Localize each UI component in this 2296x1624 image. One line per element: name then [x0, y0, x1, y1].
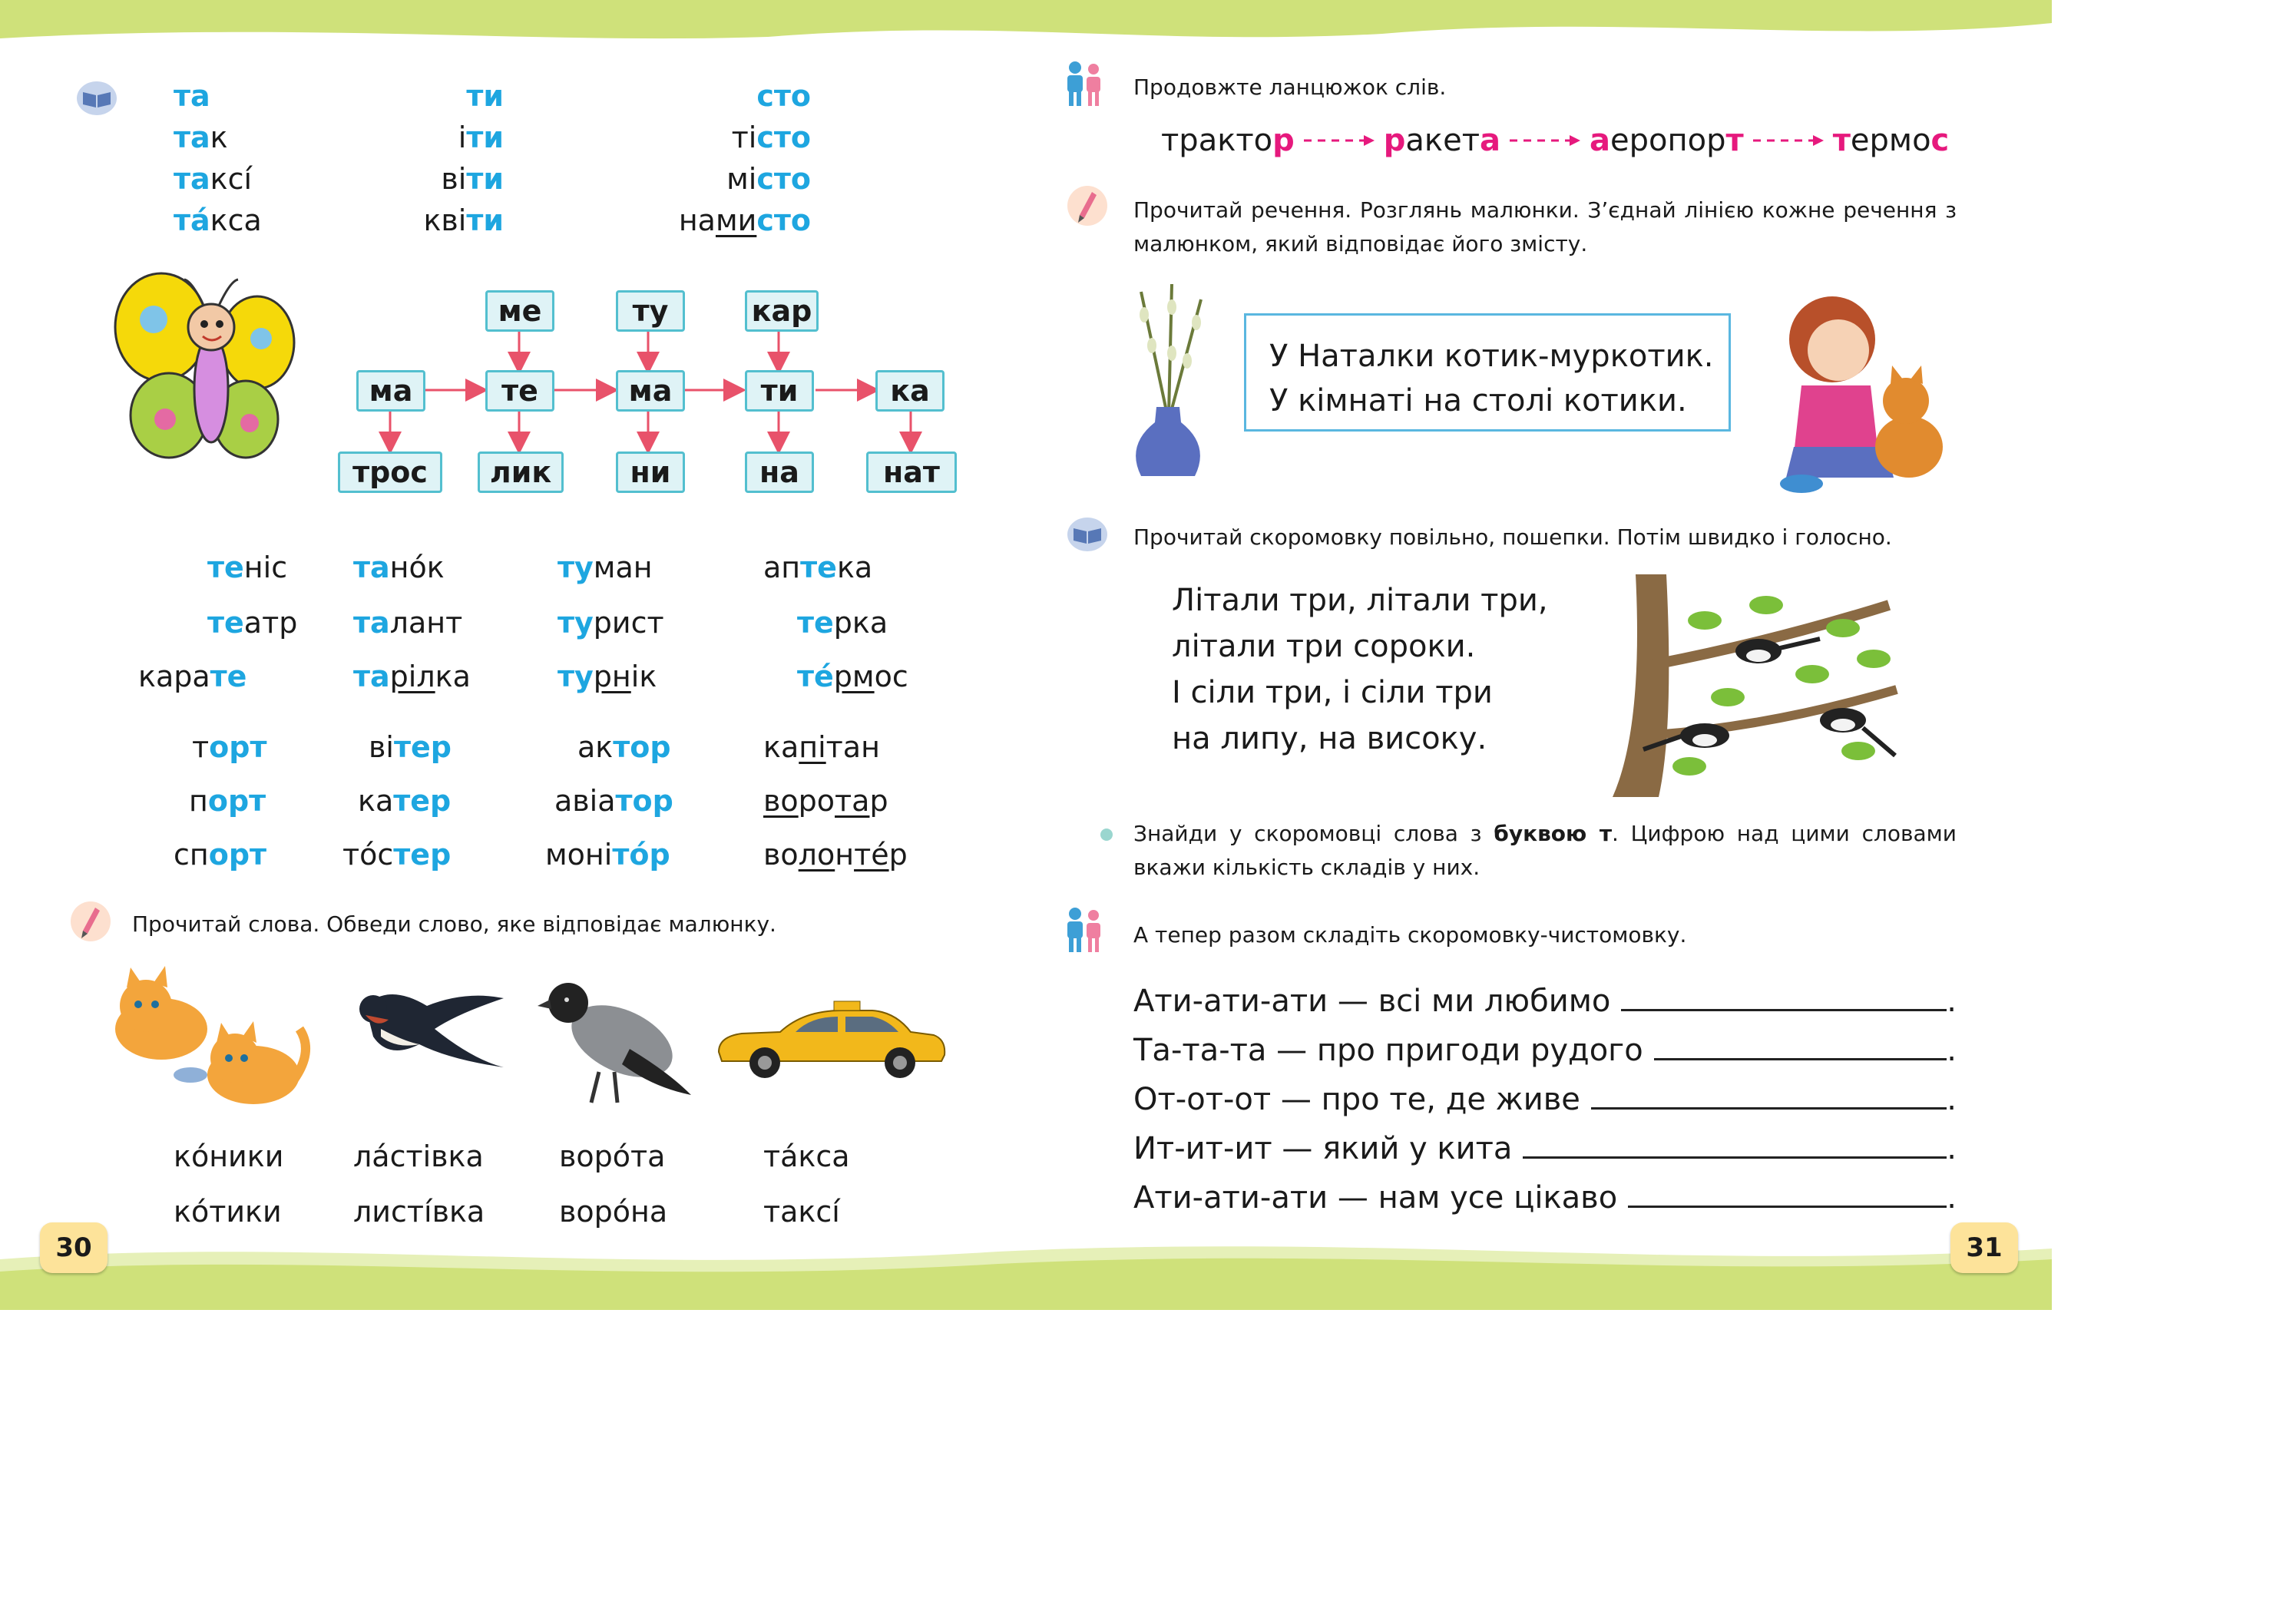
- word-rest: ка: [358, 784, 394, 818]
- poem-line: на липу, на високу.: [1172, 721, 1487, 756]
- task-text: Знайди у скоромовці слова з: [1133, 821, 1494, 846]
- chain-letter: т: [1725, 123, 1744, 158]
- word-rest: ап: [763, 551, 801, 584]
- word: [207, 606, 298, 640]
- sentence[interactable]: У Наталки котик-муркотик.: [1269, 339, 1714, 374]
- syllable-box: те: [485, 370, 554, 412]
- syllable-highlight: сто: [756, 203, 811, 237]
- word-rest: к: [210, 121, 228, 154]
- chain-letter: р: [1383, 123, 1406, 158]
- word-rest: ка: [836, 551, 873, 584]
- word: [557, 606, 664, 640]
- word-rest: на: [678, 203, 716, 237]
- syllable-highlight: та: [174, 79, 210, 113]
- syllable-box: кар: [745, 290, 819, 332]
- word: [797, 606, 888, 640]
- syllable-highlight: те: [797, 606, 834, 640]
- syllable-highlight: та: [174, 121, 210, 154]
- syllable-highlight: тер: [393, 730, 452, 764]
- word-rest: ка: [435, 660, 471, 693]
- word-choice[interactable]: воро́та: [559, 1139, 666, 1173]
- period: .: [1947, 1082, 1957, 1117]
- period: .: [1947, 984, 1957, 1019]
- word: [138, 662, 246, 691]
- syllable-highlight: ти: [466, 203, 504, 237]
- word-rest: т: [192, 730, 210, 764]
- fill-line: [1133, 1173, 1957, 1222]
- word-choice[interactable]: ла́стівка: [353, 1139, 484, 1173]
- word: [189, 784, 266, 818]
- sentence[interactable]: У кімнаті на столі котики.: [1269, 383, 1687, 418]
- period: .: [1947, 1131, 1957, 1166]
- dashed-arrow-icon: [1302, 133, 1376, 148]
- word-choice[interactable]: листі́вка: [353, 1195, 485, 1229]
- underlined-letters: рм: [833, 660, 875, 693]
- word: [557, 553, 653, 582]
- chain-letter: с: [1930, 123, 1950, 158]
- chain-word: [1833, 123, 1950, 158]
- task-sentences: Прочитай речення. Розглянь малюнки. З’єднай лінією кожне речення з малюнком, який відповідає його змісту.: [1133, 197, 1957, 256]
- word: [763, 784, 888, 818]
- chain-letter: т: [1832, 123, 1851, 158]
- chain-letter: р: [1272, 123, 1295, 158]
- word-chain: [1161, 123, 1949, 158]
- word-pair-taxi: [763, 1129, 850, 1239]
- pair-work-icon: [1061, 60, 1107, 111]
- syllable-highlight: те: [800, 551, 837, 584]
- underlined-letters: ми: [715, 203, 757, 237]
- pencil-icon: [69, 900, 112, 946]
- syllable-highlight: те: [210, 660, 247, 693]
- kittens-illustration: [100, 960, 323, 1116]
- word-choice[interactable]: ко́тики: [174, 1195, 282, 1229]
- underlined-letters: рн: [593, 660, 631, 693]
- syllable-highlight: ту: [557, 606, 594, 640]
- word: [545, 838, 670, 872]
- underlined-letters: ріл: [389, 660, 435, 693]
- chain-word: [1161, 123, 1295, 158]
- word-rest: ві: [441, 162, 467, 196]
- word: [174, 838, 267, 872]
- fill-line-text: От-от-от — про те, де живе: [1133, 1082, 1580, 1117]
- girl-with-kitten-illustration: [1763, 286, 1963, 504]
- syllable-box: ти: [745, 370, 814, 412]
- syllable-highlight: орт: [208, 838, 267, 872]
- underlined-letters: те: [854, 838, 889, 872]
- word-rest: лант: [389, 606, 463, 640]
- blank-answer-line[interactable]: [1654, 1058, 1947, 1060]
- word: [763, 838, 908, 872]
- syllable-box: лик: [478, 451, 564, 493]
- word-rest: сп: [174, 838, 209, 872]
- chain-word: [1590, 123, 1744, 158]
- fill-in-lines: [1133, 977, 1957, 1222]
- pair-work-icon: [1061, 906, 1107, 957]
- syllable-highlight: сто: [756, 79, 811, 113]
- task-text: . Цифрою над цими словами вкажи кількість складів у них.: [1133, 821, 1957, 880]
- word-rest: ермо: [1850, 123, 1931, 158]
- willow-vase-illustration: [1110, 284, 1226, 494]
- word-rest: тракто: [1161, 123, 1273, 158]
- magpies-on-branch-illustration: [1613, 574, 1904, 800]
- syllable-highlight: ту: [557, 660, 594, 693]
- chain-letter: а: [1480, 123, 1501, 158]
- task-text-bold: буквою т: [1494, 821, 1613, 846]
- word-rest: ніс: [243, 551, 288, 584]
- dashed-arrow-icon: [1508, 133, 1582, 148]
- word: [369, 730, 452, 764]
- crow-illustration: [538, 964, 699, 1113]
- word: [557, 662, 657, 691]
- word-pair-crow: [559, 1129, 667, 1239]
- poem-line: Літали три, літали три,: [1172, 583, 1548, 618]
- underlined-letters: пі: [799, 730, 826, 764]
- word-rest: ті: [731, 121, 757, 154]
- syllable-box: ка: [875, 370, 945, 412]
- fill-line: [1133, 1026, 1957, 1075]
- word-choice[interactable]: таксі́: [763, 1195, 840, 1229]
- syllable-box: ни: [616, 451, 685, 493]
- word-rest: моні: [545, 838, 613, 872]
- sentence-box: [1244, 313, 1731, 432]
- syllable-box: ма: [356, 370, 425, 412]
- syllable-highlight: та: [353, 660, 390, 693]
- blank-answer-line[interactable]: [1621, 1009, 1947, 1011]
- syllable-highlight: тóр: [612, 838, 670, 872]
- period: .: [1947, 1180, 1957, 1216]
- underlined-letters: ло: [798, 838, 835, 872]
- word-rest: тан: [825, 730, 880, 764]
- fill-line: [1133, 977, 1957, 1026]
- syllable-box: нат: [866, 451, 957, 493]
- task-compose: А тепер разом складіть скоромовку-чистомовку.: [1133, 922, 1687, 948]
- word-rest: ка: [763, 730, 799, 764]
- word-rest: тóс: [342, 838, 394, 872]
- syllable-highlight: тер: [393, 784, 452, 818]
- syllable-box: на: [745, 451, 814, 493]
- word-rest: рист: [593, 606, 664, 640]
- syllable-highlight: тé: [797, 660, 834, 693]
- word: [353, 606, 463, 640]
- bullet-dot-icon: [1100, 828, 1113, 845]
- syllable-highlight: те: [207, 606, 244, 640]
- syllable-highlight: ти: [466, 79, 504, 113]
- word-rest: акет: [1405, 123, 1480, 158]
- word-rest: п: [189, 784, 208, 818]
- word-rest: кара: [138, 660, 210, 693]
- word: [342, 838, 452, 872]
- syllable-box: ме: [485, 290, 554, 332]
- word-rest: р: [869, 784, 888, 818]
- word: [763, 553, 872, 582]
- syllable-highlight: орт: [209, 730, 267, 764]
- poem-line: літали три сороки.: [1172, 629, 1476, 664]
- task-chain: Продовжте ланцюжок слів.: [1133, 74, 1447, 100]
- bottom-wave-band: [0, 1213, 2052, 1310]
- word-rest: во: [763, 838, 799, 872]
- underlined-letters: во: [763, 784, 799, 818]
- word-rest: ман: [593, 551, 653, 584]
- word-rest: атр: [243, 606, 298, 640]
- syllable-highlight: ту: [557, 551, 594, 584]
- fill-line: [1133, 1075, 1957, 1124]
- blank-answer-line[interactable]: [1523, 1156, 1947, 1159]
- word-choice[interactable]: ко́ники: [174, 1139, 284, 1173]
- syllable-highlight: сто: [756, 121, 811, 154]
- fill-line-text: Ати-ати-ати — нам усе цікаво: [1133, 1180, 1618, 1216]
- poem-line: І сіли три, і сіли три: [1172, 675, 1493, 710]
- word: [763, 730, 880, 764]
- task-tongue-twister: Прочитай скоромовку повільно, пошепки. Потім швидко і голосно.: [1133, 524, 1892, 550]
- word-rest: ві: [369, 730, 394, 764]
- task-find-letter: [1133, 817, 1957, 885]
- syllable-highlight: тор: [615, 784, 673, 818]
- word-rest: ксі́: [210, 162, 253, 196]
- syllable-highlight: орт: [207, 784, 266, 818]
- syllable-highlight: ти: [466, 121, 504, 154]
- taxi-illustration: [711, 998, 949, 1086]
- word: [358, 784, 452, 818]
- chain-letter: а: [1590, 123, 1611, 158]
- word-rest: ро: [798, 784, 835, 818]
- page-number-right: 31: [1950, 1222, 2018, 1273]
- word-rest: і: [458, 121, 467, 154]
- word-pair-kittens: [174, 1129, 283, 1239]
- syllable-highlight: сто: [756, 162, 811, 196]
- word: [554, 784, 673, 818]
- tongue-twister: [1172, 577, 1548, 762]
- syllable-highlight: та: [353, 606, 390, 640]
- syllable-box: ма: [616, 370, 685, 412]
- syllable-box: трос: [338, 451, 442, 493]
- word-rest: нóк: [389, 551, 445, 584]
- period: .: [1947, 1033, 1957, 1068]
- word-rest: рка: [833, 606, 888, 640]
- syllable-highlight: ти: [466, 162, 504, 196]
- word-rest: ак: [577, 730, 614, 764]
- word-rest: мі: [726, 162, 757, 196]
- underlined-letters: та: [835, 784, 870, 818]
- word: [192, 730, 267, 764]
- syllable-highlight: та: [174, 162, 210, 196]
- chain-word: [1384, 123, 1500, 158]
- word-rest: ́р: [888, 838, 908, 872]
- word: [577, 730, 671, 764]
- syllable-highlight: те: [207, 551, 244, 584]
- word: [353, 553, 445, 582]
- syllable-highlight: тор: [613, 730, 671, 764]
- word-rest: кса: [210, 203, 262, 237]
- word-rest: ік: [630, 660, 657, 693]
- syllable-highlight: тер: [393, 838, 452, 872]
- word: [207, 553, 287, 582]
- syllable-highlight: та́: [174, 203, 210, 237]
- syllable-highlight: та: [353, 551, 390, 584]
- pencil-icon: [1066, 184, 1109, 230]
- word-rest: авіа: [554, 784, 616, 818]
- word-rest: ос: [874, 660, 908, 693]
- fill-line: [1133, 1124, 1957, 1173]
- page-number-left: 30: [40, 1222, 108, 1273]
- syllable-box: ту: [616, 290, 685, 332]
- word-choice[interactable]: воро́на: [559, 1195, 668, 1229]
- fill-line-text: Ит-ит-ит — який у кита: [1133, 1131, 1513, 1166]
- fill-line-text: Та-та-та — про пригоди рудого: [1133, 1033, 1643, 1068]
- word: [353, 662, 471, 691]
- swallow-illustration: [342, 975, 511, 1093]
- dashed-arrow-icon: [1752, 133, 1825, 148]
- open-book-icon: [1066, 516, 1109, 556]
- word-rest: н: [835, 838, 855, 872]
- fill-line-text: Ати-ати-ати — всі ми любимо: [1133, 984, 1611, 1019]
- word-pair-swallow: [353, 1129, 485, 1239]
- word-rest: еропор: [1610, 123, 1726, 158]
- word-rest: кві: [423, 203, 467, 237]
- blank-answer-line[interactable]: [1591, 1107, 1947, 1110]
- blank-answer-line[interactable]: [1628, 1206, 1947, 1208]
- word: [797, 662, 908, 691]
- task-circle-word: Прочитай слова. Обведи слово, яке відповідає малюнку.: [132, 911, 776, 937]
- word-choice[interactable]: та́кса: [763, 1139, 850, 1173]
